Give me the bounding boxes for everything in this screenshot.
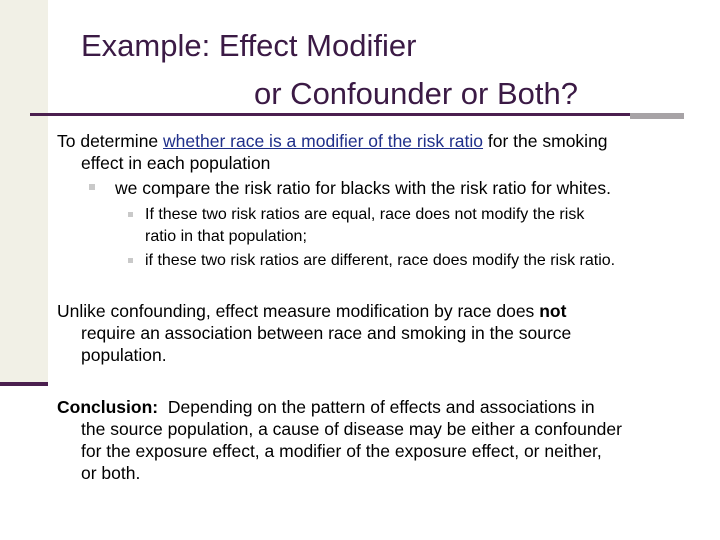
paragraph-2-line-3: population. bbox=[81, 345, 167, 365]
bullet-marker-icon bbox=[89, 184, 95, 190]
paragraph-3-line-2: the source population, a cause of disease may be either a confounder bbox=[81, 419, 622, 439]
paragraph-1-line-2: effect in each population bbox=[81, 153, 271, 173]
sub-bullet-marker-icon bbox=[128, 212, 133, 217]
sub-bullet-1-line-2: ratio in that population; bbox=[145, 228, 307, 245]
p2-bold-not: not bbox=[539, 301, 567, 321]
conclusion-text: Depending on the pattern of effects and associations in bbox=[158, 397, 595, 417]
paragraph-3-line-4: or both. bbox=[81, 463, 141, 483]
bullet-1: we compare the risk ratio for blacks with the risk ratio for whites. bbox=[115, 178, 612, 198]
paragraph-3-line-1 bbox=[57, 396, 595, 418]
p1-suffix: for the smoking bbox=[483, 131, 608, 151]
title-line-1: Example: Effect Modifier bbox=[81, 28, 417, 63]
p2-text: Unlike confounding, effect measure modification by race does bbox=[57, 301, 540, 321]
paragraph-3-line-3: for the exposure effect, a modifier of the exposure effect, or neither, bbox=[81, 441, 602, 461]
left-decorative-band bbox=[0, 0, 48, 386]
paragraph-2-line-2: require an association between race and smoking in the source bbox=[81, 323, 572, 343]
title-line-2: or Confounder or Both? bbox=[254, 76, 578, 111]
title-divider bbox=[30, 113, 630, 116]
p1-prefix: To determine bbox=[57, 131, 164, 151]
paragraph-1-line-1 bbox=[57, 130, 608, 152]
sub-bullet-marker-icon bbox=[128, 258, 133, 263]
sub-bullet-1-line-1: If these two risk ratios are equal, race does not modify the risk bbox=[145, 206, 585, 223]
p1-underlined-phrase: whether race is a modifier of the risk ratio bbox=[163, 131, 484, 151]
left-accent-bar bbox=[0, 382, 48, 386]
title-divider-accent bbox=[630, 113, 684, 119]
conclusion-label: Conclusion: bbox=[57, 397, 159, 417]
paragraph-2-line-1 bbox=[57, 300, 566, 322]
sub-bullet-2: if these two risk ratios are different, race does modify the risk ratio. bbox=[145, 252, 616, 269]
